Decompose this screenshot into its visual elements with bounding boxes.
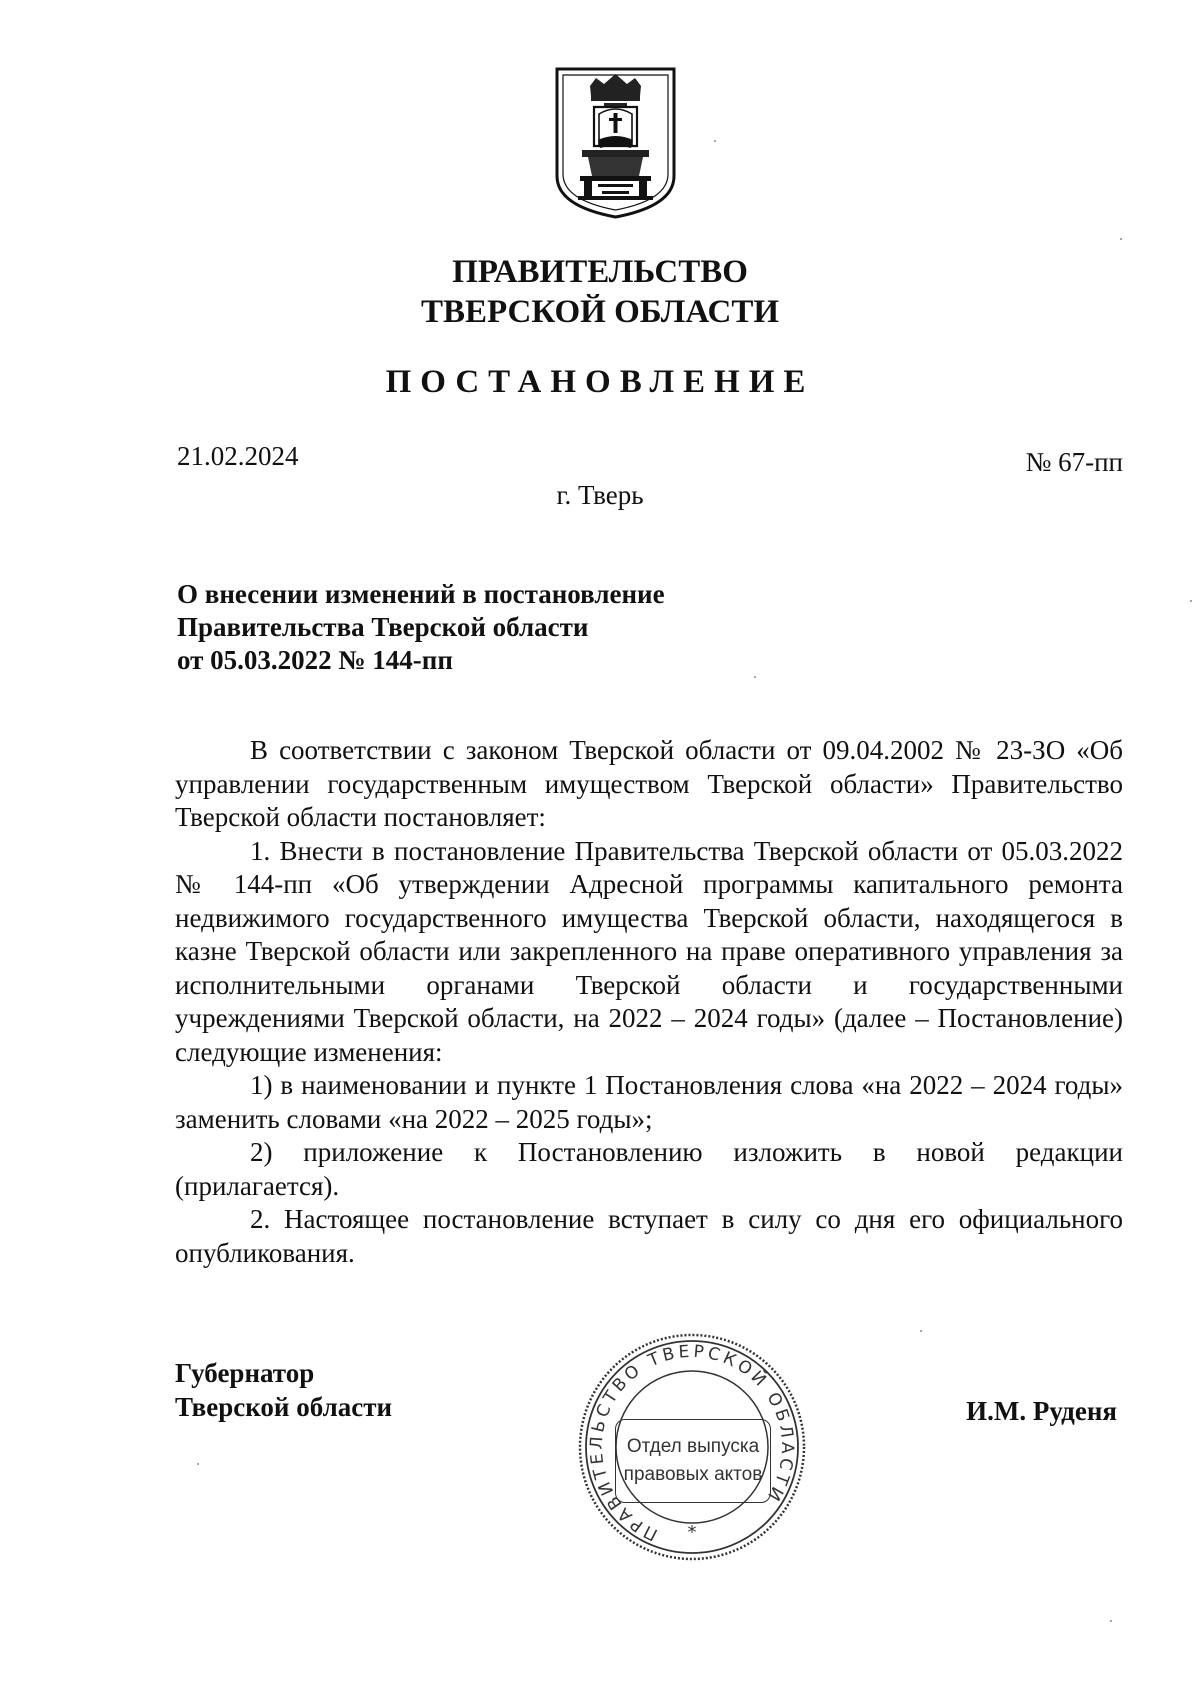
stamp-ring-text: ПРАВИТЕЛЬСТВО ТВЕРСКОЙ ОБЛАСТИ <box>586 1341 798 1545</box>
document-body <box>175 734 1123 1270</box>
signer-title <box>175 1356 392 1424</box>
stamp-star: * <box>687 1522 697 1543</box>
scan-speck <box>754 676 756 678</box>
stamp-inner-line: Отдел выпуска <box>626 1436 760 1457</box>
document-date: 21.02.2024 <box>177 441 299 471</box>
tver-coat-of-arms-icon <box>554 66 677 220</box>
scan-speck <box>1120 238 1122 240</box>
subject-line: от 05.03.2022 № 144-пп <box>177 645 453 675</box>
scan-speck <box>1190 600 1192 602</box>
body-paragraph-intro: В соответствии с законом Тверской области от 09.04.2002 № 23-ЗО «Об управлении государственным имуществом Тверской области» Правительство Тверской области постановляет: <box>175 735 1123 832</box>
government-name-line1: ПРАВИТЕЛЬСТВО <box>452 254 748 290</box>
document-type-title: ПОСТАНОВЛЕНИЕ <box>385 364 815 400</box>
signer-title-line: Тверской области <box>175 1392 393 1422</box>
body-paragraph-item-2: 2. Настоящее постановление вступает в силу со дня его официального опубликования. <box>175 1204 1123 1268</box>
stamp-inner-line: правовых актов <box>623 1464 763 1485</box>
body-paragraph-item-1-2: 2) приложение к Постановлению изложить в новой редакции (прилагается). <box>175 1137 1123 1201</box>
body-paragraph-item-1: 1. Внести в постановление Правительства Тверской области от 05.03.2022 № 144-пп «Об утверждении Адресной программы капитального ремонта недвижимого государственного имущества Тверской области, находящегося в казне Тверской области или закрепленного на праве оперативного управления за исполнительными органами Тверской области и государственными учреждениями Тверской области, на 2022 – 2024 годы» (далее – Постановление) следующие изменения: <box>175 835 1123 1067</box>
scan-speck <box>714 140 716 142</box>
stamp-inner-label <box>615 1419 771 1503</box>
document-city: г. Тверь <box>556 480 644 510</box>
subject-line: О внесении изменений в постановление <box>177 579 665 609</box>
document-number: № 67-пп <box>1025 447 1123 477</box>
government-name-line2: ТВЕРСКОЙ ОБЛАСТИ <box>420 294 780 330</box>
scan-speck <box>1110 1620 1112 1622</box>
subject-line: Правительства Тверской области <box>177 612 589 642</box>
document-subject <box>177 578 665 677</box>
signer-title-line: Губернатор <box>175 1358 315 1388</box>
scan-speck <box>197 1463 199 1465</box>
signer-name: И.М. Руденя <box>966 1396 1117 1426</box>
body-paragraph-item-1-1: 1) в наименовании и пункте 1 Постановления слова «на 2022 – 2024 годы» заменить словами «на 2022 – 2025 годы»; <box>175 1070 1123 1134</box>
scan-speck <box>920 1330 922 1332</box>
